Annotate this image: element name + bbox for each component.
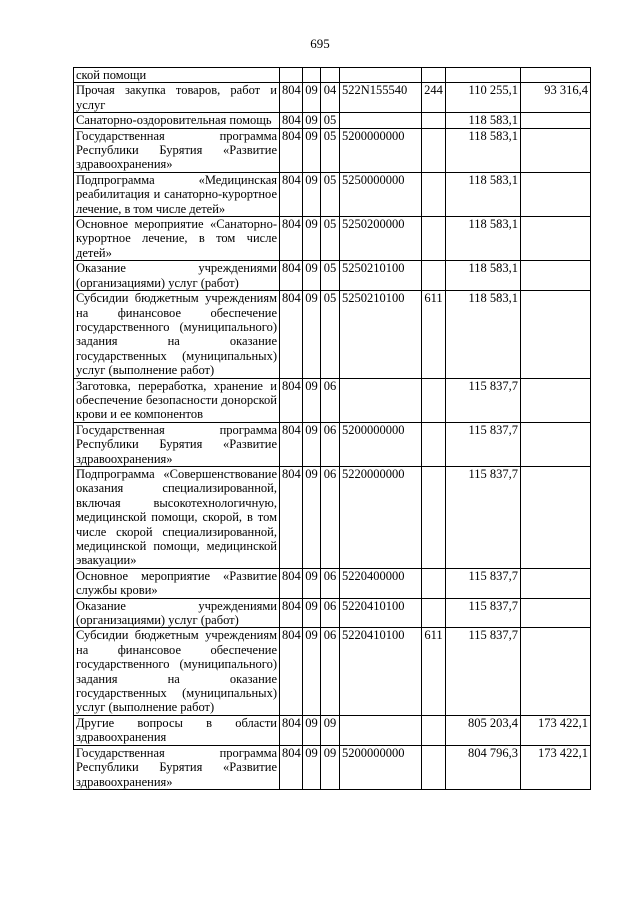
ministry-code-cell: 804	[280, 113, 303, 128]
expense-type-code-cell: 244	[422, 83, 446, 113]
table-row	[74, 628, 591, 715]
subsection-code-cell: 05	[321, 261, 340, 291]
expense-name-cell: Основное мероприятие «Развитие службы крови»	[74, 568, 280, 598]
table-row	[74, 261, 591, 291]
expense-type-code-cell	[422, 422, 446, 466]
subsection-code-cell: 05	[321, 128, 340, 172]
target-item-code-cell: 5250200000	[340, 217, 422, 261]
amount-federal-cell	[521, 113, 591, 128]
subsection-code-cell: 06	[321, 568, 340, 598]
table-row	[74, 715, 591, 745]
ministry-code-cell: 804	[280, 422, 303, 466]
ministry-code-cell: 804	[280, 628, 303, 715]
subsection-code-cell: 06	[321, 466, 340, 568]
section-code-cell: 09	[303, 113, 321, 128]
amount-total-cell: 805 203,4	[446, 715, 521, 745]
expense-type-code-cell	[422, 68, 446, 83]
section-code-cell: 09	[303, 291, 321, 378]
table-row	[74, 466, 591, 568]
expense-name-cell: Подпрограмма «Медицинская реабилитация и санаторно-курортное лечение, в том числе детей»	[74, 172, 280, 216]
ministry-code-cell: 804	[280, 466, 303, 568]
target-item-code-cell: 5250210100	[340, 291, 422, 378]
amount-federal-cell	[521, 217, 591, 261]
target-item-code-cell: 5220000000	[340, 466, 422, 568]
target-item-code-cell: 522N155540	[340, 83, 422, 113]
target-item-code-cell: 5250000000	[340, 172, 422, 216]
amount-federal-cell	[521, 628, 591, 715]
target-item-code-cell: 5200000000	[340, 422, 422, 466]
target-item-code-cell	[340, 378, 422, 422]
table-row	[74, 291, 591, 378]
amount-total-cell: 115 837,7	[446, 466, 521, 568]
subsection-code-cell: 05	[321, 113, 340, 128]
section-code-cell: 09	[303, 172, 321, 216]
subsection-code-cell: 05	[321, 291, 340, 378]
expense-type-code-cell	[422, 128, 446, 172]
section-code-cell	[303, 68, 321, 83]
ministry-code-cell	[280, 68, 303, 83]
expense-name-cell: Субсидии бюджетным учреждениям на финансовое обеспечение государственного (муниципального) задания на оказание государственных (муниципальных) услуг (выполнение работ)	[74, 628, 280, 715]
subsection-code-cell: 05	[321, 172, 340, 216]
expense-type-code-cell	[422, 715, 446, 745]
target-item-code-cell	[340, 68, 422, 83]
ministry-code-cell: 804	[280, 598, 303, 628]
expense-name-cell: Государственная программа Республики Бурятия «Развитие здравоохранения»	[74, 422, 280, 466]
expense-name-cell: Субсидии бюджетным учреждениям на финансовое обеспечение государственного (муниципального) задания на оказание государственных (муниципальных) услуг (выполнение работ)	[74, 291, 280, 378]
subsection-code-cell: 06	[321, 422, 340, 466]
expense-type-code-cell	[422, 745, 446, 789]
table-row	[74, 745, 591, 789]
ministry-code-cell: 804	[280, 568, 303, 598]
subsection-code-cell: 06	[321, 598, 340, 628]
amount-federal-cell	[521, 291, 591, 378]
amount-total-cell: 118 583,1	[446, 172, 521, 216]
amount-total-cell: 118 583,1	[446, 113, 521, 128]
table-row	[74, 568, 591, 598]
section-code-cell: 09	[303, 628, 321, 715]
expense-name-cell: Заготовка, переработка, хранение и обеспечение безопасности донорской крови и ее компонентов	[74, 378, 280, 422]
expense-name-cell: Другие вопросы в области здравоохранения	[74, 715, 280, 745]
ministry-code-cell: 804	[280, 261, 303, 291]
target-item-code-cell: 5220410100	[340, 628, 422, 715]
amount-federal-cell: 173 422,1	[521, 715, 591, 745]
expense-name-cell: ской помощи	[74, 68, 280, 83]
expense-type-code-cell	[422, 261, 446, 291]
amount-total-cell: 115 837,7	[446, 378, 521, 422]
expense-type-code-cell: 611	[422, 628, 446, 715]
table-row	[74, 113, 591, 128]
expense-name-cell: Оказание учреждениями (организациями) услуг (работ)	[74, 261, 280, 291]
section-code-cell: 09	[303, 745, 321, 789]
table-row	[74, 422, 591, 466]
expense-name-cell: Оказание учреждениями (организациями) услуг (работ)	[74, 598, 280, 628]
budget-table-body	[74, 68, 591, 790]
expense-type-code-cell: 611	[422, 291, 446, 378]
ministry-code-cell: 804	[280, 83, 303, 113]
expense-name-cell: Санаторно-оздоровительная помощь	[74, 113, 280, 128]
ministry-code-cell: 804	[280, 172, 303, 216]
target-item-code-cell: 5200000000	[340, 128, 422, 172]
page-number: 695	[310, 36, 330, 51]
section-code-cell: 09	[303, 598, 321, 628]
amount-total-cell: 118 583,1	[446, 261, 521, 291]
table-row	[74, 217, 591, 261]
amount-federal-cell	[521, 598, 591, 628]
section-code-cell: 09	[303, 715, 321, 745]
amount-total-cell: 118 583,1	[446, 128, 521, 172]
expense-type-code-cell	[422, 466, 446, 568]
target-item-code-cell: 5250210100	[340, 261, 422, 291]
target-item-code-cell: 5220410100	[340, 598, 422, 628]
ministry-code-cell: 804	[280, 128, 303, 172]
amount-federal-cell	[521, 128, 591, 172]
section-code-cell: 09	[303, 83, 321, 113]
section-code-cell: 09	[303, 466, 321, 568]
expense-name-cell: Прочая закупка товаров, работ и услуг	[74, 83, 280, 113]
amount-federal-cell	[521, 68, 591, 83]
amount-total-cell	[446, 68, 521, 83]
section-code-cell: 09	[303, 422, 321, 466]
target-item-code-cell	[340, 113, 422, 128]
target-item-code-cell: 5200000000	[340, 745, 422, 789]
ministry-code-cell: 804	[280, 745, 303, 789]
table-row	[74, 68, 591, 83]
section-code-cell: 09	[303, 128, 321, 172]
section-code-cell: 09	[303, 261, 321, 291]
subsection-code-cell: 05	[321, 217, 340, 261]
amount-federal-cell	[521, 261, 591, 291]
amount-federal-cell	[521, 378, 591, 422]
expense-name-cell: Государственная программа Республики Бурятия «Развитие здравоохранения»	[74, 745, 280, 789]
target-item-code-cell	[340, 715, 422, 745]
subsection-code-cell: 06	[321, 378, 340, 422]
section-code-cell: 09	[303, 217, 321, 261]
expense-type-code-cell	[422, 217, 446, 261]
subsection-code-cell: 09	[321, 715, 340, 745]
amount-federal-cell	[521, 422, 591, 466]
amount-federal-cell	[521, 568, 591, 598]
expense-type-code-cell	[422, 568, 446, 598]
table-row	[74, 598, 591, 628]
section-code-cell: 09	[303, 378, 321, 422]
expense-type-code-cell	[422, 113, 446, 128]
subsection-code-cell: 09	[321, 745, 340, 789]
subsection-code-cell: 06	[321, 628, 340, 715]
amount-federal-cell: 173 422,1	[521, 745, 591, 789]
amount-total-cell: 118 583,1	[446, 217, 521, 261]
amount-total-cell: 115 837,7	[446, 628, 521, 715]
expense-type-code-cell	[422, 598, 446, 628]
ministry-code-cell: 804	[280, 217, 303, 261]
ministry-code-cell: 804	[280, 378, 303, 422]
amount-total-cell: 115 837,7	[446, 598, 521, 628]
table-row	[74, 378, 591, 422]
expense-type-code-cell	[422, 378, 446, 422]
amount-federal-cell	[521, 466, 591, 568]
subsection-code-cell	[321, 68, 340, 83]
target-item-code-cell: 5220400000	[340, 568, 422, 598]
ministry-code-cell: 804	[280, 291, 303, 378]
table-row	[74, 83, 591, 113]
amount-total-cell: 118 583,1	[446, 291, 521, 378]
amount-total-cell: 115 837,7	[446, 422, 521, 466]
ministry-code-cell: 804	[280, 715, 303, 745]
amount-federal-cell	[521, 172, 591, 216]
budget-table	[73, 67, 591, 790]
amount-federal-cell: 93 316,4	[521, 83, 591, 113]
expense-name-cell: Подпрограмма «Совершенствование оказания специализированной, включая высокотехнологичную, медицинской помощи, скорой, в том числе скорой специализированной, медицинской помощи, медицинской эвакуации»	[74, 466, 280, 568]
amount-total-cell: 804 796,3	[446, 745, 521, 789]
table-row	[74, 172, 591, 216]
expense-name-cell: Государственная программа Республики Бурятия «Развитие здравоохранения»	[74, 128, 280, 172]
subsection-code-cell: 04	[321, 83, 340, 113]
expense-type-code-cell	[422, 172, 446, 216]
expense-name-cell: Основное мероприятие «Санаторно-курортное лечение, в том числе детей»	[74, 217, 280, 261]
section-code-cell: 09	[303, 568, 321, 598]
table-row	[74, 128, 591, 172]
amount-total-cell: 115 837,7	[446, 568, 521, 598]
amount-total-cell: 110 255,1	[446, 83, 521, 113]
